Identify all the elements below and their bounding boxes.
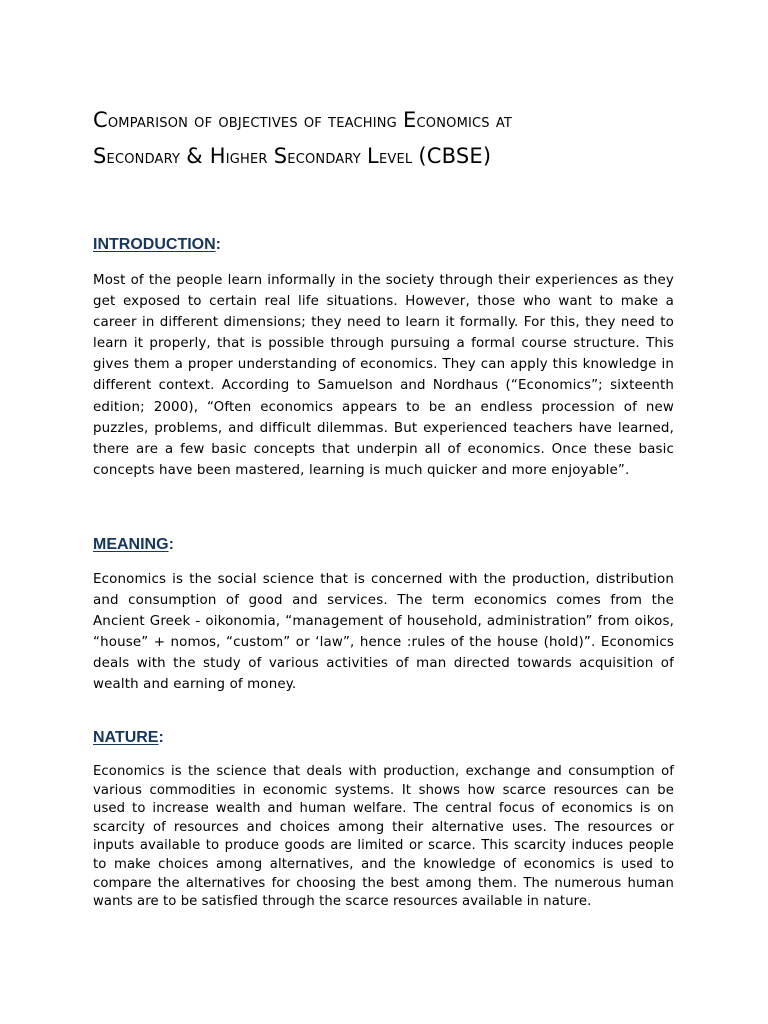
meaning-heading <box>93 535 174 555</box>
title-line-2 <box>93 144 492 168</box>
title-part: omparison of objectives of teaching <box>107 111 404 132</box>
document-title <box>93 103 693 175</box>
title-line-1 <box>93 108 513 132</box>
meaning-heading-label: MEANING <box>93 536 169 553</box>
heading-colon: : <box>215 236 221 253</box>
title-part: & H <box>186 144 226 168</box>
title-part: C <box>93 108 108 132</box>
nature-paragraph: Economics is the science that deals with production, exchange and consumption of various commodities in economic systems. It shows how scarce resources can be used to increase wealth and human welfare. The central focus of economics is on scarcity of resources and choices among their alternative uses. The resources or inputs available to produce goods are limited or scarce. This scarcity induces people to make choices among alternatives, and the knowledge of economics is used to compare the alternatives for choosing the best among them. The numerous human wants are to be satisfied through the scarce resources available in nature. <box>93 764 674 910</box>
title-part: conomics at <box>416 111 513 132</box>
introduction-heading <box>93 235 221 255</box>
title-part: S <box>273 144 288 168</box>
heading-colon: : <box>168 536 174 553</box>
title-part: econdary <box>106 147 187 168</box>
title-part: E <box>403 108 417 132</box>
title-part: evel <box>378 147 419 168</box>
title-part: (CBSE) <box>418 144 492 168</box>
title-part: S <box>93 144 107 168</box>
meaning-paragraph: Economics is the social science that is concerned with the production, distribution and consumption of good and services. The term economics comes from the Ancient Greek - oikonomia, “management of household, administration” from oikos, “house” + nomos, “custom” or ‘law”, hence :rules of the house (hold)”. Economics deals with the study of various activities of man directed towards acquisition of wealth and earning of money. <box>93 572 674 693</box>
nature-heading <box>93 728 164 748</box>
nature-heading-label: NATURE <box>93 729 159 746</box>
heading-colon: : <box>158 729 164 746</box>
title-part: econdary <box>287 147 368 168</box>
introduction-paragraph: Most of the people learn informally in the society through their experiences as they get exposed to certain real life situations. However, those who want to make a career in different dimensions; they need to learn it formally. For this, they need to learn it properly, that is possible through pursuing a formal course structure. This gives them a proper understanding of economics. They can apply this knowledge in different context. According to Samuelson and Nordhaus (“Economics”; sixteenth edition; 2000), “Often economics appears to be an endless procession of new puzzles, problems, and difficult dilemmas. But experienced teachers have learned, there are a few basic concepts that underpin all of economics. Once these basic concepts have been mastered, learning is much quicker and more enjoyable”. <box>93 273 674 478</box>
title-part: L <box>367 144 379 168</box>
introduction-heading-label: INTRODUCTION <box>93 236 216 253</box>
title-part: igher <box>225 147 274 168</box>
